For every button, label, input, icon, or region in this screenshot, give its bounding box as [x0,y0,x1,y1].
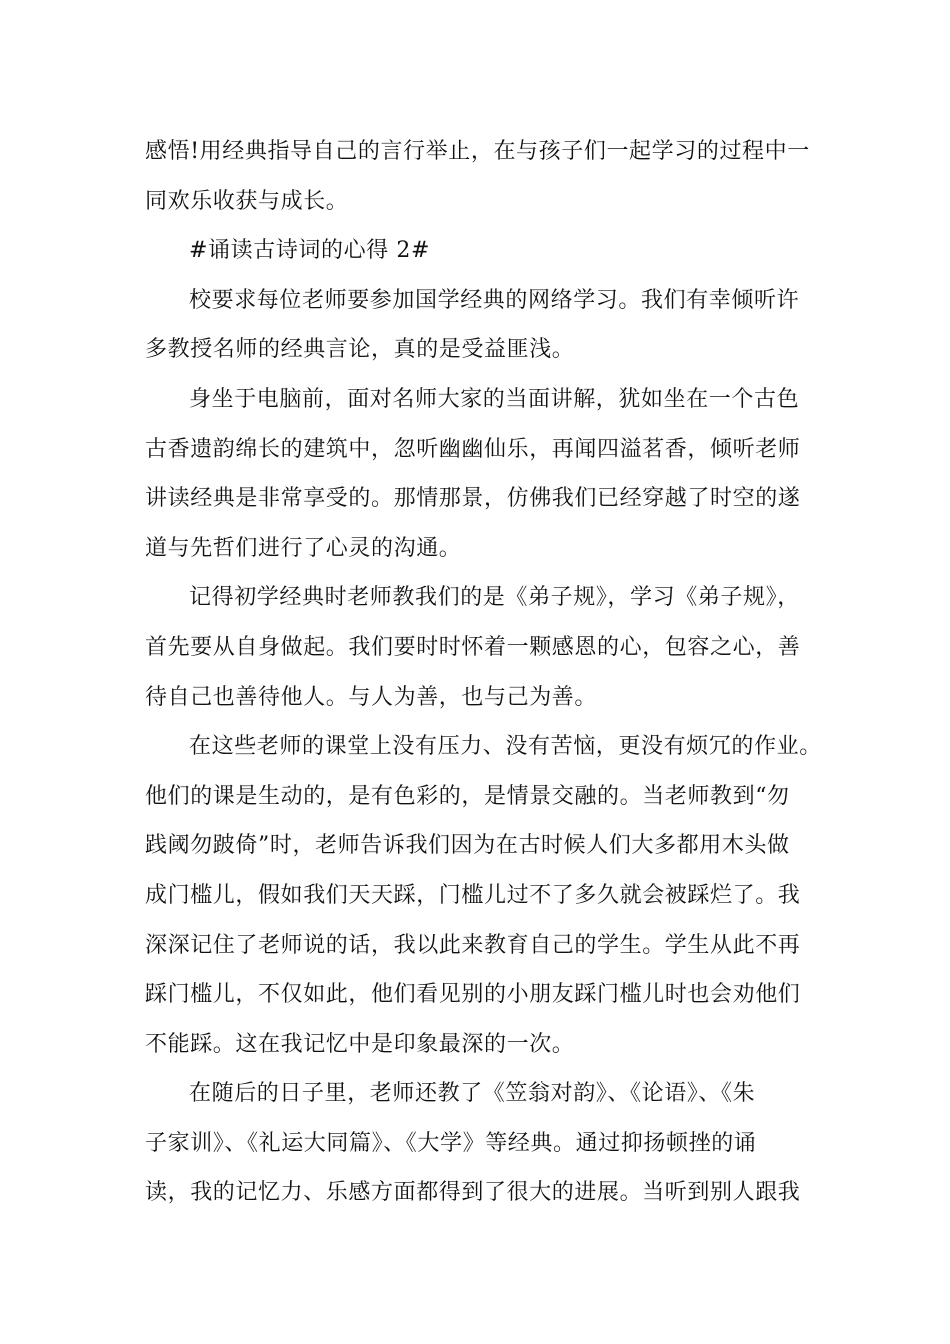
text-line: 他们的课是生动的，是有色彩的，是情景交融的。当老师教到“勿 [145,783,790,809]
text-line: 讲读经典是非常享受的。那情那景，仿佛我们已经穿越了时空的遂 [145,486,801,512]
text-line: 同欢乐收获与成长。 [145,188,349,214]
text-line: 道与先哲们进行了心灵的沟通。 [145,535,462,561]
text-line: 古香遗韵绵长的建筑中，忽听幽幽仙乐，再闻四溢茗香，倾听老师 [145,436,801,462]
text-line: 待自己也善待他人。与人为善，也与己为善。 [145,684,598,710]
text-line: 踩门槛儿，不仅如此，他们看见别的小朋友踩门槛儿时也会劝他们 [145,982,801,1008]
text-line: 不能踩。这在我记忆中是印象最深的一次。 [145,1031,575,1057]
text-line: 成门槛儿，假如我们天天踩，门槛儿过不了多久就会被踩烂了。我 [145,882,801,908]
document-body [145,127,822,1218]
text-line: 校要求每位老师要参加国学经典的网络学习。我们有幸倾听许 [189,287,800,313]
text-line: 读，我的记忆力、乐感方面都得到了很大的进展。当听到别人跟我 [145,1180,801,1206]
section-heading: #诵读古诗词的心得 2# [189,238,431,264]
text-line: 深深记住了老师说的话，我以此来教育自己的学生。学生从此不再 [145,932,801,958]
text-line: 记得初学经典时老师教我们的是《弟子规》，学习《弟子规》， [189,585,800,611]
text-line: 在随后的日子里，老师还教了《笠翁对韵》、《论语》、《朱 [189,1081,756,1107]
text-line: 多教授名师的经典言论，真的是受益匪浅。 [145,337,575,363]
text-line: 在这些老师的课堂上没有压力、没有苦恼，更没有烦冗的作业。 [189,734,822,760]
text-line: 身坐于电脑前，面对名师大家的当面讲解，犹如坐在一个古色 [189,386,800,412]
text-line: 践阈勿跛倚”时，老师告诉我们因为在古时候人们大多都用木头做 [145,833,790,859]
text-line: 子家训》、《礼运大同篇》、《大学》等经典。通过抑扬顿挫的诵 [145,1130,757,1156]
text-line: 感悟!用经典指导自己的言行举止，在与孩子们一起学习的过程中一 [145,139,810,164]
text-line: 首先要从自身做起。我们要时时怀着一颗感恩的心，包容之心，善 [145,634,801,660]
